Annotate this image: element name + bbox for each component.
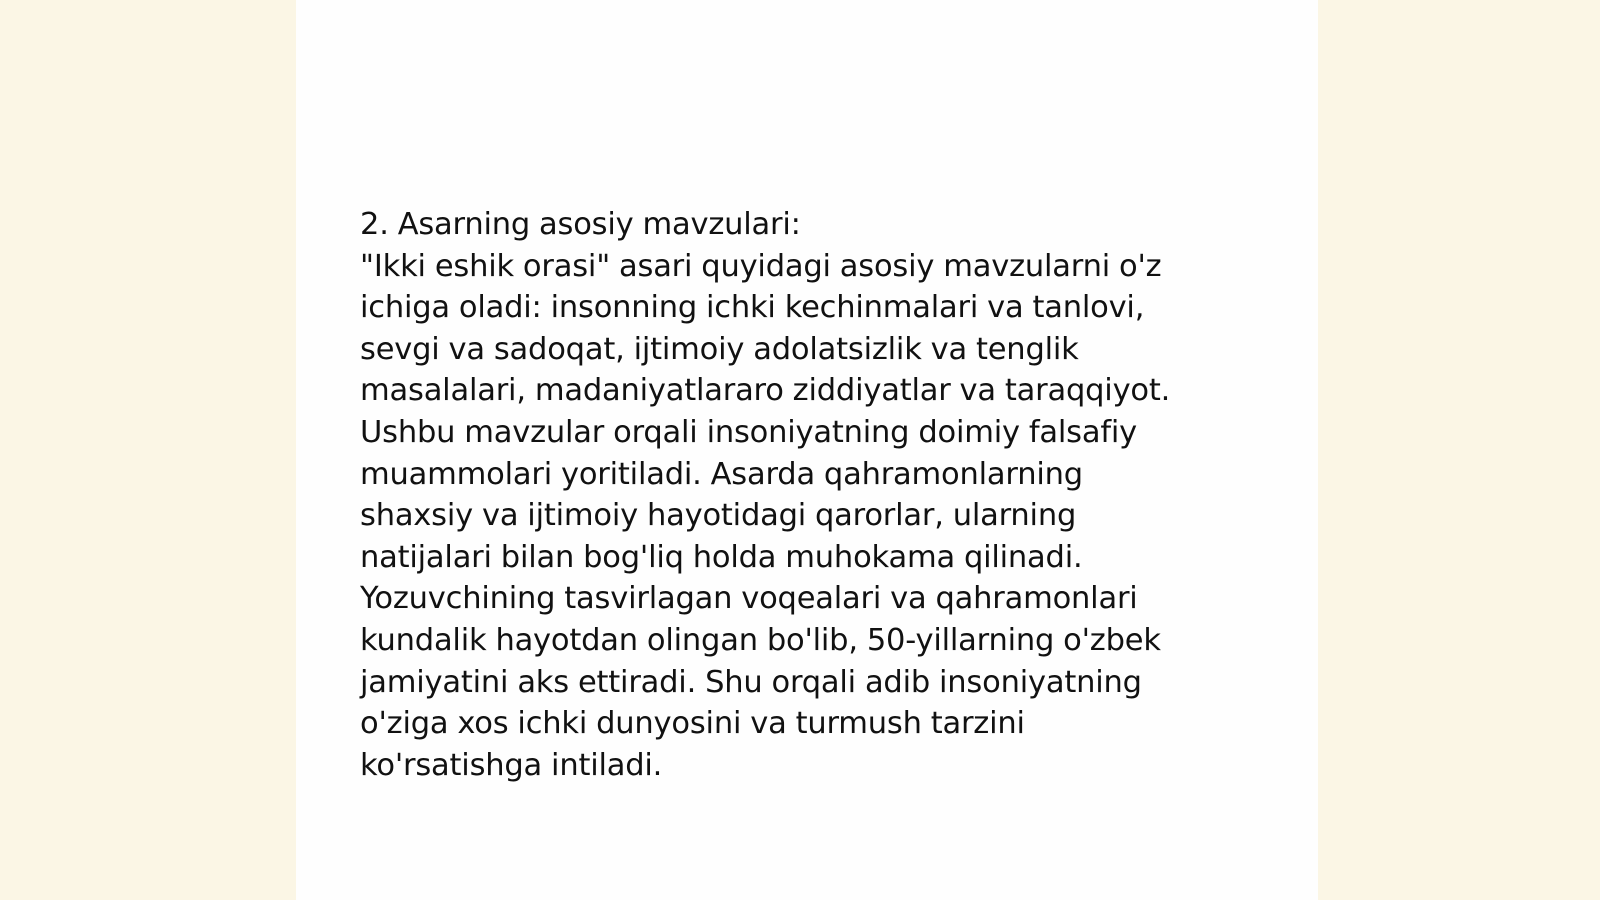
body-line: o'ziga xos ichki dunyosini va turmush tarzini bbox=[360, 706, 1025, 742]
slide bbox=[296, 0, 1318, 900]
body-line: natijalari bilan bog'liq holda muhokama qilinadi. bbox=[360, 539, 1083, 575]
right-margin-background bbox=[1318, 0, 1600, 900]
body-line: sevgi va sadoqat, ijtimoiy adolatsizlik va tenglik bbox=[360, 331, 1079, 367]
body-line: Ushbu mavzular orqali insoniyatning doimiy falsafiy bbox=[360, 414, 1137, 450]
body-line: ko'rsatishga intiladi. bbox=[360, 747, 663, 783]
body-line: masalalari, madaniyatlararo ziddiyatlar va taraqqiyot. bbox=[360, 373, 1171, 409]
body-line: muammolari yoritiladi. Asarda qahramonlarning bbox=[360, 456, 1083, 492]
slide-text-block bbox=[360, 204, 1240, 786]
body-line: kundalik hayotdan olingan bo'lib, 50-yillarning o'zbek bbox=[360, 622, 1161, 658]
body-line: ichiga oladi: insonning ichki kechinmalari va tanlovi, bbox=[360, 290, 1145, 326]
body-line: jamiyatini aks ettiradi. Shu orqali adib insoniyatning bbox=[360, 664, 1142, 700]
left-margin-background bbox=[0, 0, 296, 900]
slide-body bbox=[360, 246, 1240, 787]
body-line: "Ikki eshik orasi" asari quyidagi asosiy mavzularni o'z bbox=[360, 248, 1162, 284]
body-line: shaxsiy va ijtimoiy hayotidagi qarorlar, ularning bbox=[360, 498, 1077, 534]
body-line: Yozuvchining tasvirlagan voqealari va qahramonlari bbox=[360, 581, 1138, 617]
slide-heading: 2. Asarning asosiy mavzulari: bbox=[360, 207, 801, 242]
